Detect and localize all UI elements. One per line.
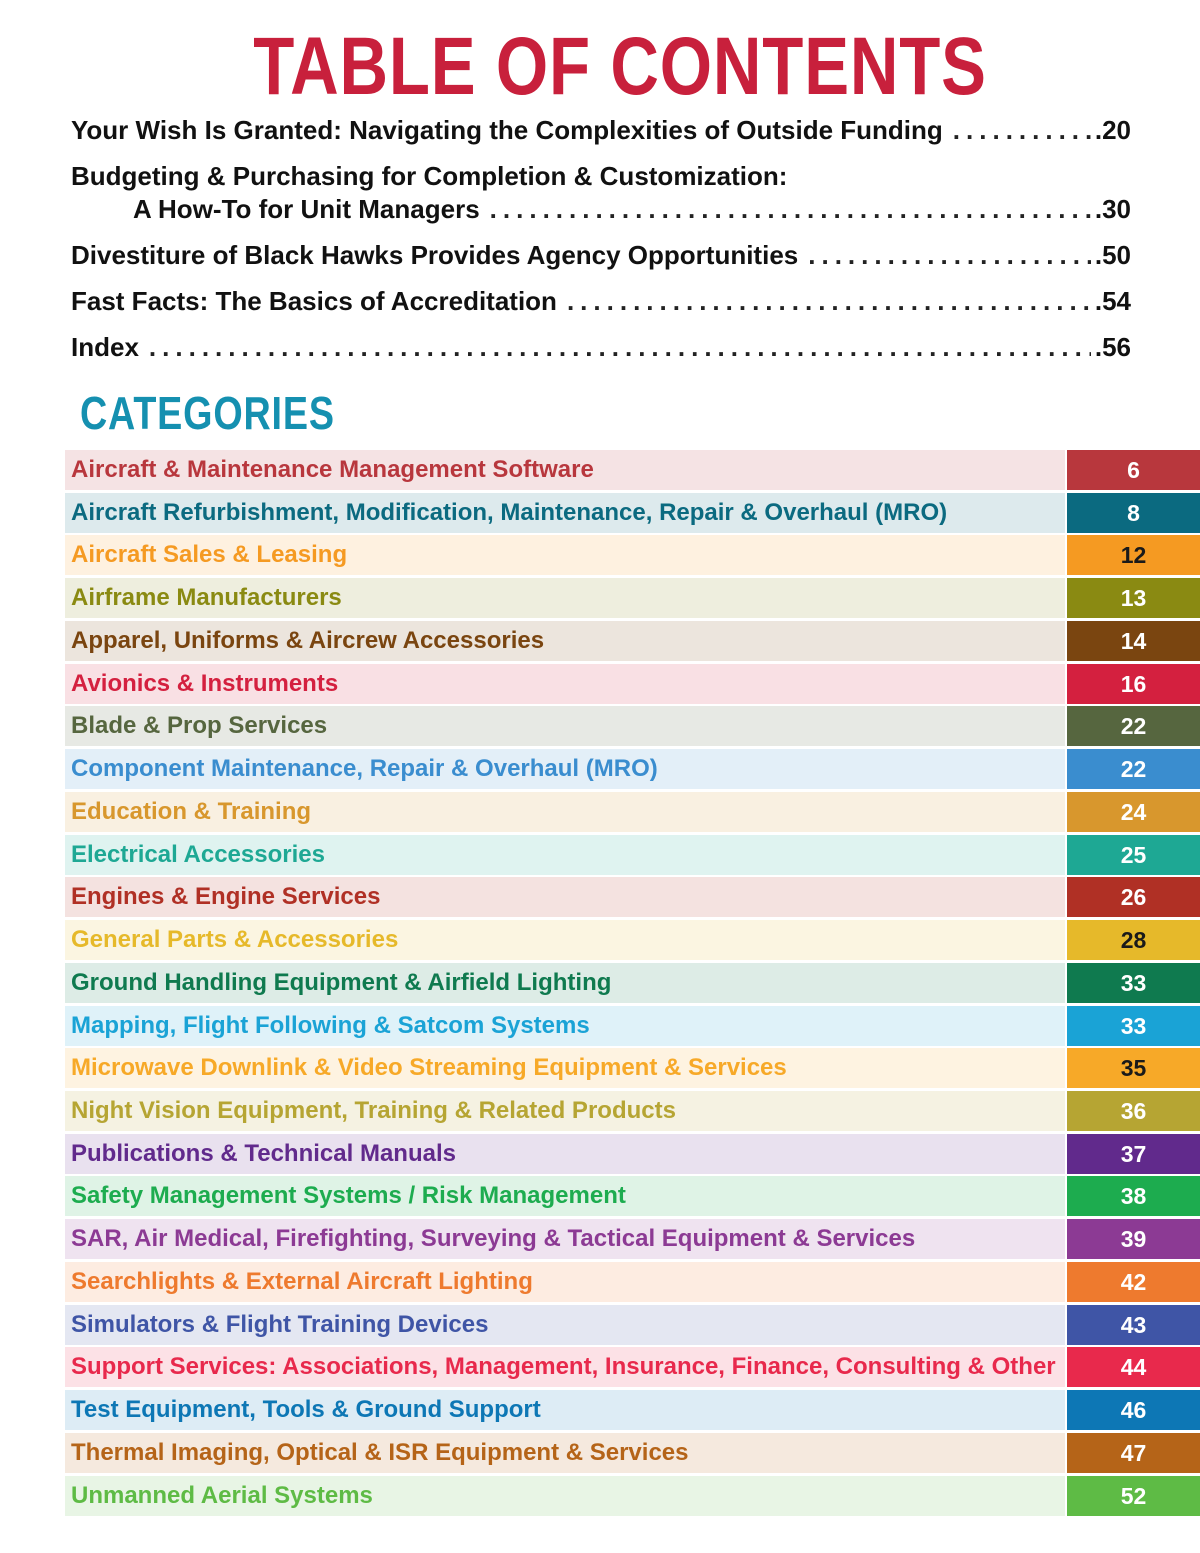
category-page-number: 16: [1067, 664, 1200, 704]
category-label: Test Equipment, Tools & Ground Support: [71, 1396, 541, 1424]
category-row[interactable]: [65, 1006, 1200, 1046]
toc-entry-page: .30: [1094, 194, 1131, 224]
category-label: Publications & Technical Manuals: [71, 1139, 456, 1167]
category-label: Simulators & Flight Training Devices: [71, 1310, 489, 1338]
category-label: Unmanned Aerial Systems: [71, 1481, 373, 1509]
category-row[interactable]: [65, 1091, 1200, 1131]
category-row[interactable]: [65, 877, 1200, 917]
category-label: Microwave Downlink & Video Streaming Equipment & Services: [71, 1054, 787, 1082]
category-row[interactable]: [65, 1347, 1200, 1387]
category-label: Electrical Accessories: [71, 840, 325, 868]
category-page-number: 36: [1067, 1091, 1200, 1131]
toc-entry[interactable]: [71, 114, 1131, 147]
category-page-number: 24: [1067, 792, 1200, 832]
category-row[interactable]: [65, 1262, 1200, 1302]
toc-entry-page: .56: [1094, 332, 1131, 362]
category-label: Night Vision Equipment, Training & Related Products: [71, 1097, 676, 1125]
toc-entry-title: Index: [71, 332, 139, 362]
category-label: Searchlights & External Aircraft Lighting: [71, 1267, 533, 1295]
category-row[interactable]: [65, 1305, 1200, 1345]
category-page-number: 38: [1067, 1176, 1200, 1216]
toc-entry[interactable]: [71, 285, 1131, 318]
category-page-number: 13: [1067, 578, 1200, 618]
category-page-number: 35: [1067, 1048, 1200, 1088]
category-label: Aircraft Refurbishment, Modification, Maintenance, Repair & Overhaul (MRO): [71, 498, 948, 526]
category-label: Thermal Imaging, Optical & ISR Equipment & Services: [71, 1438, 689, 1466]
category-row[interactable]: [65, 835, 1200, 875]
category-page-number: 52: [1067, 1476, 1200, 1516]
category-row[interactable]: [65, 493, 1200, 533]
category-label: Safety Management Systems / Risk Management: [71, 1182, 626, 1210]
category-page-number: 14: [1067, 621, 1200, 661]
category-row[interactable]: [65, 664, 1200, 704]
category-row[interactable]: [65, 920, 1200, 960]
category-row[interactable]: [65, 963, 1200, 1003]
category-row[interactable]: [65, 578, 1200, 618]
categories-list: [65, 450, 1200, 1518]
category-row[interactable]: [65, 706, 1200, 746]
toc-entry-page: .20: [1094, 115, 1131, 145]
categories-heading: CATEGORIES: [80, 387, 335, 439]
dot-leader: [490, 193, 1091, 226]
toc-entry-title: Divestiture of Black Hawks Provides Agency Opportunities: [71, 240, 799, 270]
category-label: General Parts & Accessories: [71, 926, 399, 954]
category-page-number: 22: [1067, 749, 1200, 789]
category-label: Education & Training: [71, 797, 312, 825]
category-label: Support Services: Associations, Management, Insurance, Finance, Consulting & Other: [71, 1353, 1056, 1381]
category-row[interactable]: [65, 792, 1200, 832]
category-row[interactable]: [65, 1134, 1200, 1174]
category-row[interactable]: [65, 1219, 1200, 1259]
category-label: Blade & Prop Services: [71, 712, 328, 740]
category-page-number: 26: [1067, 877, 1200, 917]
dot-leader: [808, 239, 1091, 272]
category-page-number: 33: [1067, 1006, 1200, 1046]
toc-entry-page: .54: [1094, 286, 1131, 316]
toc-entry[interactable]: [71, 239, 1131, 272]
category-label: Apparel, Uniforms & Aircrew Accessories: [71, 626, 545, 654]
toc-entry-title: Your Wish Is Granted: Navigating the Complexities of Outside Funding: [71, 115, 943, 145]
category-page-number: 28: [1067, 920, 1200, 960]
page-title: TABLE OF CONTENTS: [253, 21, 987, 112]
category-page-number: 46: [1067, 1390, 1200, 1430]
category-row[interactable]: [65, 1390, 1200, 1430]
category-row[interactable]: [65, 535, 1200, 575]
category-page-number: 43: [1067, 1305, 1200, 1345]
category-row[interactable]: [65, 450, 1200, 490]
category-row[interactable]: [65, 1048, 1200, 1088]
category-label: SAR, Air Medical, Firefighting, Surveying & Tactical Equipment & Services: [71, 1225, 916, 1253]
category-page-number: 39: [1067, 1219, 1200, 1259]
toc-entry-title-line1: Budgeting & Purchasing for Completion & Customization:: [71, 161, 788, 191]
category-page-number: 37: [1067, 1134, 1200, 1174]
category-label: Airframe Manufacturers: [71, 584, 342, 612]
category-row[interactable]: [65, 621, 1200, 661]
dot-leader: [953, 114, 1091, 147]
dot-leader: [567, 285, 1091, 318]
toc-entry-page: .50: [1094, 240, 1131, 270]
category-page-number: 47: [1067, 1433, 1200, 1473]
category-label: Engines & Engine Services: [71, 883, 381, 911]
category-page-number: 6: [1067, 450, 1200, 490]
toc-entry-title: A How-To for Unit Managers: [133, 194, 480, 224]
category-page-number: 42: [1067, 1262, 1200, 1302]
category-page-number: 22: [1067, 706, 1200, 746]
category-label: Aircraft & Maintenance Management Software: [71, 456, 594, 483]
category-row[interactable]: [65, 1433, 1200, 1473]
toc-entry-title: Fast Facts: The Basics of Accreditation: [71, 286, 557, 316]
category-page-number: 33: [1067, 963, 1200, 1003]
category-label: Component Maintenance, Repair & Overhaul (MRO): [71, 755, 658, 783]
dot-leader: [149, 331, 1091, 364]
toc-list: [71, 114, 1131, 377]
category-label: Aircraft Sales & Leasing: [71, 541, 348, 569]
category-page-number: 25: [1067, 835, 1200, 875]
category-label: Mapping, Flight Following & Satcom Systems: [71, 1011, 590, 1039]
category-label: Avionics & Instruments: [71, 669, 339, 697]
category-page-number: 8: [1067, 493, 1200, 533]
category-label: Ground Handling Equipment & Airfield Lighting: [71, 968, 612, 996]
toc-entry[interactable]: [71, 160, 1131, 226]
category-page-number: 44: [1067, 1347, 1200, 1387]
toc-entry[interactable]: [71, 331, 1131, 364]
category-page-number: 12: [1067, 535, 1200, 575]
category-row[interactable]: [65, 749, 1200, 789]
category-row[interactable]: [65, 1176, 1200, 1216]
category-row[interactable]: [65, 1476, 1200, 1516]
